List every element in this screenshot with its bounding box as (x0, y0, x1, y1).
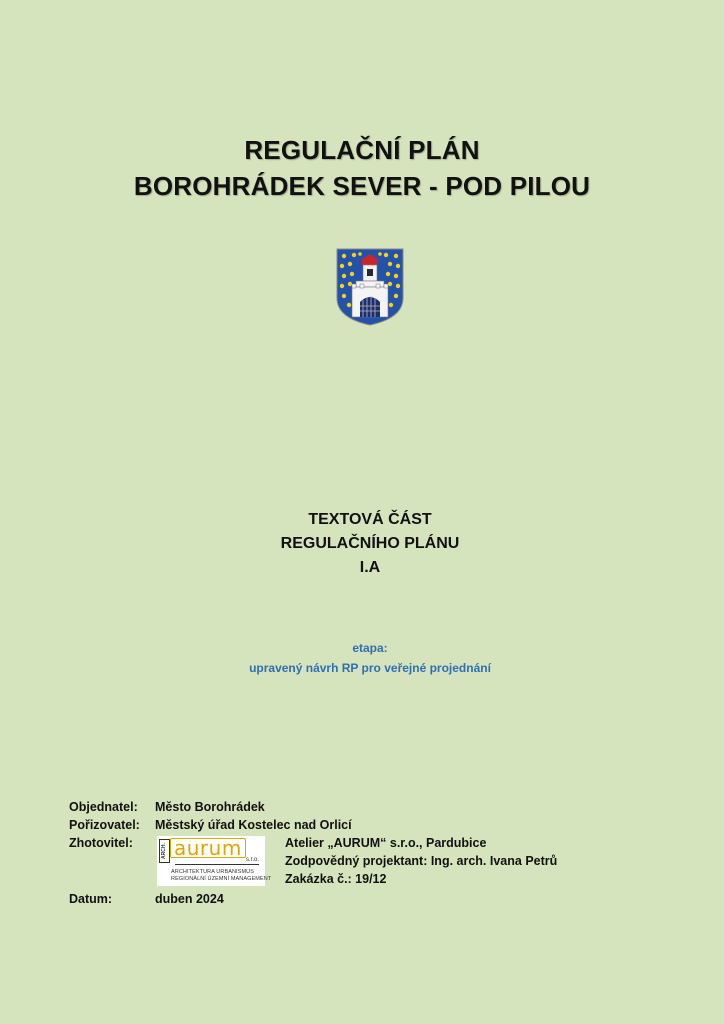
document-title (0, 132, 724, 204)
logo-side-text: ARCH. (159, 839, 170, 863)
part-line-3: I.A (359, 559, 381, 576)
contractor-line-3: Zakázka č.: 19/12 (285, 872, 387, 886)
logo-wordmark: aurum (170, 837, 246, 859)
stage-value: upravený návrh RP pro veřejné projednání (249, 661, 491, 675)
contractor-line-1: Atelier „AURUM“ s.r.o., Pardubice (285, 836, 487, 850)
logo-line-1: ARCHITEKTURA URBANISMUS (171, 869, 254, 875)
contractor-row (69, 834, 669, 890)
acquirer-value: Městský úřad Kostelec nad Orlicí (155, 818, 352, 832)
document-part (0, 508, 724, 580)
stage-block (0, 638, 724, 678)
coat-of-arms-icon (336, 248, 404, 326)
acquirer-row (69, 816, 669, 834)
client-row (69, 798, 669, 816)
aurum-logo (157, 836, 272, 886)
title-line-2: BOROHRÁDEK SEVER - POD PILOU (133, 171, 591, 201)
part-line-2: REGULAČNÍHO PLÁNU (280, 535, 460, 552)
date-label: Datum: (69, 892, 113, 906)
acquirer-label: Pořizovatel: (69, 818, 140, 832)
logo-line-2: REGIONÁLNÍ ÚZEMNÍ MANAGEMENT (171, 876, 272, 882)
date-value: duben 2024 (155, 892, 224, 906)
client-label: Objednatel: (69, 800, 138, 814)
document-info (69, 798, 669, 908)
stage-label: etapa: (352, 641, 388, 655)
contractor-label: Zhotovitel: (69, 836, 133, 850)
date-row (69, 890, 669, 908)
part-line-1: TEXTOVÁ ČÁST (308, 511, 432, 528)
client-value: Město Borohrádek (155, 800, 265, 814)
contractor-line-2: Zodpovědný projektant: Ing. arch. Ivana Petrů (285, 854, 558, 868)
title-line-1: REGULAČNÍ PLÁN (244, 135, 480, 165)
logo-sro: s.r.o. (175, 857, 259, 865)
contractor-details (285, 834, 557, 888)
